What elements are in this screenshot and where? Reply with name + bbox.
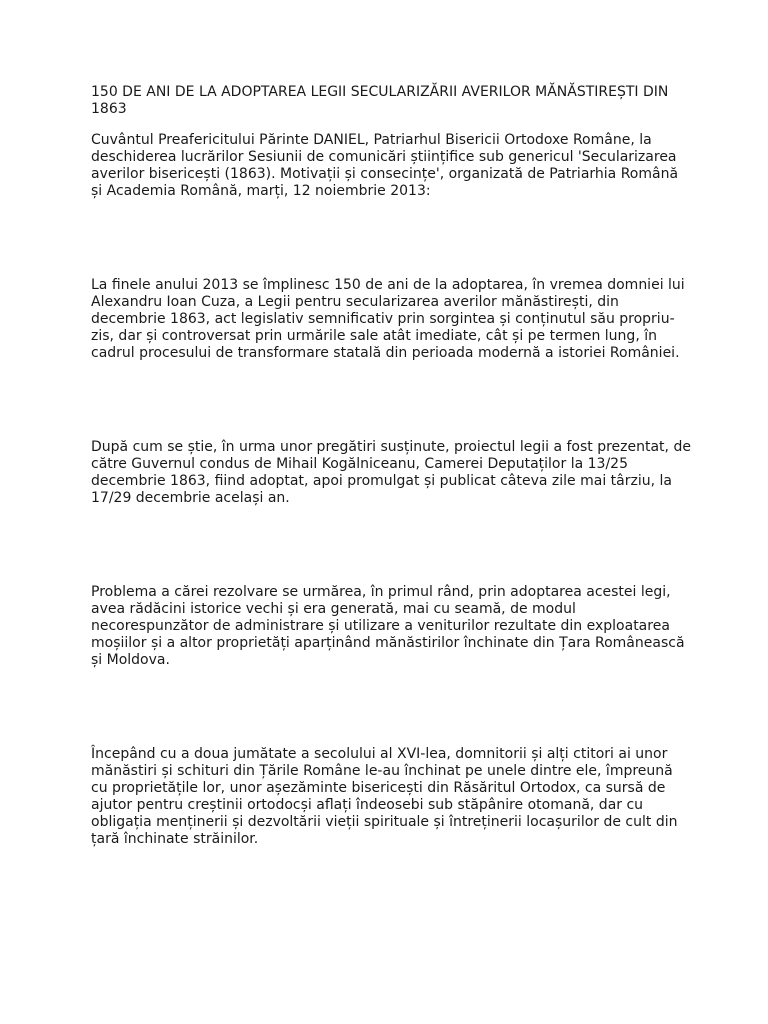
document-page [91, 84, 691, 848]
intro-paragraph: Cuvântul Preafericitului Părinte DANIEL, Patriarhul Bisericii Ortodoxe Române, la deschiderea lucrărilor Sesiunii de comunicări științifice sub genericul 'Secularizarea averilor bisericești (1863). Motivații și consecințe', organizată de Patriarhia Română și Academia Română, marți, 12 noiembrie 2013: [91, 132, 679, 199]
body-paragraph-3: Problema a cărei rezolvare se urmărea, în primul rând, prin adoptarea acestei legi, avea rădăcini istorice vechi și era generată, mai cu seamă, de modul necorespunzător de administrare și utilizare a veniturilor rezultate din exploatarea moșiilor și a altor proprietăți aparținând mănăstirilor închinate din Țara Românească și Moldova. [91, 584, 685, 668]
body-paragraph-4: Începând cu a doua jumătate a secolului al XVI‑lea, domnitorii și alți ctitori ai unor mănăstiri și schituri din Țările Române le-au închinat pe unele dintre ele, împreună cu proprietățile lor, unor așezăminte bisericești din Răsăritul Ortodox, ca sursă de ajutor pentru creștinii ortodocși aflați îndeosebi sub stăpânire otomană, dar cu obligația menținerii și dezvoltării vieții spirituale și întreținerii locașurilor de cult din țară închinate străinilor. [91, 746, 678, 847]
body-paragraph-2: După cum se știe, în urma unor pregătiri susținute, proiectul legii a fost prezentat, de către Guvernul condus de Mihail Kogălniceanu, Camerei Deputaților la 13/25 decembrie 1863, fiind adoptat, apoi promulgat și publicat câteva zile mai târziu, la 17/29 decembrie același an. [91, 439, 691, 506]
document-title: 150 DE ANI DE LA ADOPTAREA LEGII SECULARIZĂRII AVERILOR MĂNĂSTIREȘTI DIN 1863 [91, 84, 669, 117]
body-paragraph-1: La finele anului 2013 se împlinesc 150 de ani de la adoptarea, în vremea domniei lui Alexandru Ioan Cuza, a Legii pentru secularizarea averilor mănăstirești, din decembrie 1863, act legislativ semnificativ prin sorgintea și conținutul său propriu-zis, dar și controversat prin urmările sale atât imediate, cât și pe termen lung, în cadrul procesului de transformare statală din perioada modernă a istoriei României. [91, 277, 685, 361]
